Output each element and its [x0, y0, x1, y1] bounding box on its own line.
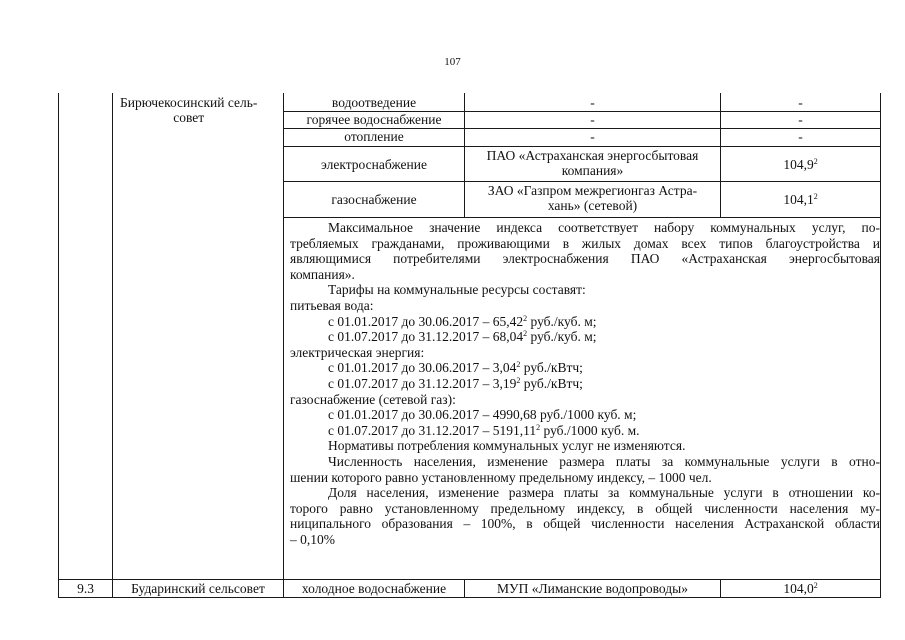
provider-line: компания» [561, 163, 624, 178]
tariff-line: с 01.07.2017 до 31.12.2017 – 68,04$^2$ руб./куб. м; [328, 329, 597, 345]
table-border-right [880, 93, 881, 598]
row-line [58, 579, 881, 580]
index-cell: - [798, 95, 803, 110]
footnote-mark: 2 [813, 581, 818, 590]
tariff-line: с 01.01.2017 до 30.06.2017 – 65,42$^2$ руб./куб. м; [328, 313, 597, 329]
note-line: являющимися потребителями электроснабжения ПАО «Астраханская энергосбытовая [290, 251, 880, 267]
service-cell: электроснабжение [321, 157, 427, 172]
footnote-mark: 2 [523, 329, 528, 339]
provider-cell [465, 183, 720, 213]
service-cell: холодное водоснабжение [301, 581, 447, 596]
index-cell [721, 192, 880, 207]
note-line: компания». [290, 266, 355, 282]
settlement-name [120, 95, 257, 125]
tariff-line: с 01.07.2017 до 31.12.2017 – 5191,11$^2$ руб./1000 куб. м. [328, 422, 640, 438]
provider-line: ЗАО «Газпром межрегионгаз Астра- [487, 183, 698, 198]
notes-block [290, 220, 880, 547]
index-cell [721, 581, 880, 596]
provider-cell: - [590, 95, 595, 110]
population-line: шении которого равно установленному предельному индексу, – 1000 чел. [290, 469, 712, 485]
settlement-name-line1: Бирючекосинский сель- [120, 95, 258, 110]
provider-line: ПАО «Астраханская энергосбытовая [486, 148, 699, 163]
index-cell [721, 157, 880, 172]
provider-cell [465, 148, 720, 178]
water-heading: питьевая вода: [290, 297, 374, 313]
provider-cell: - [590, 112, 595, 127]
note-line: требляемых гражданами, проживающими в жилых домах всех типов благоустройства и [290, 235, 880, 251]
tariffs-intro: Тарифы на коммунальные ресурсы составят: [328, 282, 586, 298]
index-cell: - [798, 129, 803, 144]
tariff-line: с 01.01.2017 до 30.06.2017 – 4990,68 руб./1000 куб. м; [328, 407, 637, 423]
share-line: Доля населения, изменение размера платы за коммунальные услуги в отношении ко- [328, 485, 880, 501]
footnote-mark: 2 [536, 422, 541, 432]
footnote-mark: 2 [813, 157, 818, 166]
footnote-mark: 2 [523, 313, 528, 323]
index-value: 104,1 [783, 192, 814, 207]
share-line: торого равно установленному предельному индексу, в общей численности населения му- [290, 500, 880, 516]
index-value: 104,9 [783, 157, 814, 172]
tariff-line: с 01.07.2017 до 31.12.2017 – 3,19$^2$ руб./кВтч; [328, 375, 583, 391]
table-border-bottom [58, 597, 881, 598]
share-line: ниципального образования – 100%, в общей численности населения Астраханской области [290, 516, 880, 532]
power-heading: электрическая энергия: [290, 344, 425, 360]
row-line [283, 146, 881, 147]
index-cell: - [798, 112, 803, 127]
service-cell: отопление [344, 129, 404, 144]
row-number: 9.3 [77, 581, 94, 596]
footnote-mark: 2 [813, 192, 818, 201]
population-line: Численность населения, изменение размера платы за коммунальные услуги в отно- [328, 453, 880, 469]
service-cell: водоотведение [331, 95, 417, 110]
provider-cell: - [590, 129, 595, 144]
index-value: 104,0 [783, 581, 814, 596]
row-line [283, 217, 881, 218]
provider-cell: МУП «Лиманские водопроводы» [497, 581, 688, 596]
share-line: – 0,10% [290, 531, 335, 547]
table-border-left [58, 93, 59, 598]
service-cell: газоснабжение [331, 192, 417, 207]
norms-line: Нормативы потребления коммунальных услуг не изменяются. [328, 438, 686, 454]
service-cell: горячее водоснабжение [306, 112, 442, 127]
provider-line: хань» (сетевой) [547, 198, 638, 213]
settlement-name: Бударинский сельсовет [131, 581, 265, 596]
tariff-line: с 01.01.2017 до 30.06.2017 – 3,04$^2$ руб./кВтч; [328, 360, 583, 376]
footnote-mark: 2 [516, 375, 521, 385]
settlement-name-line2: совет [173, 110, 205, 125]
footnote-mark: 2 [516, 360, 521, 370]
page-number: 107 [444, 56, 461, 68]
gas-heading: газоснабжение (сетевой газ): [290, 391, 456, 407]
row-line [283, 181, 881, 182]
note-line: Максимальное значение индекса соответствует набору коммунальных услуг, по- [328, 220, 880, 235]
table-border-col1 [112, 93, 113, 598]
